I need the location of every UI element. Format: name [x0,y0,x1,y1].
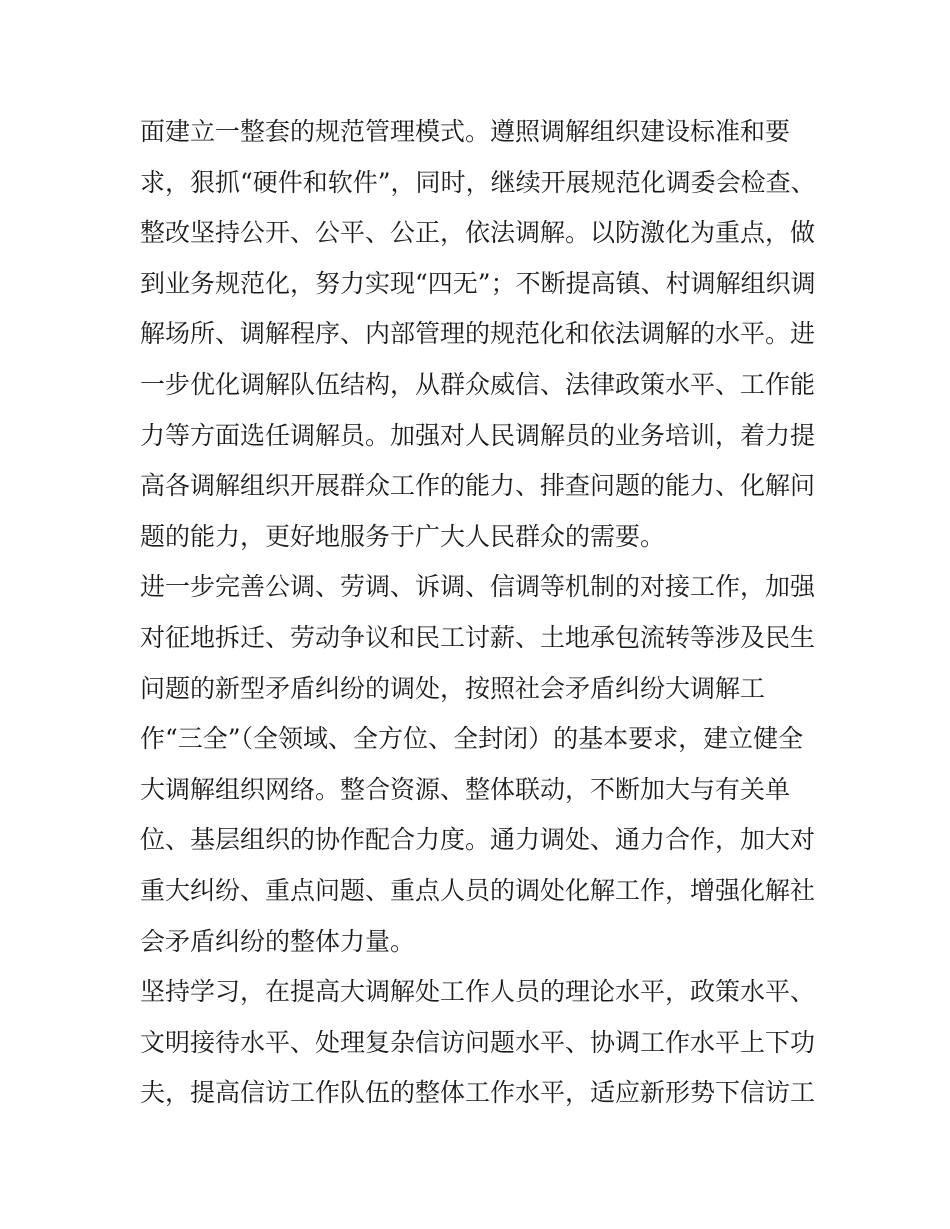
text-line: 对征地拆迁、劳动争议和民工讨薪、土地承包流转等涉及民生 [140,622,816,652]
body-text [140,107,830,1119]
text-line: 文明接待水平、处理复杂信访问题水平、协调工作水平上下功 [140,1027,816,1057]
text-line: 作“三全”（全领域、全方位、全封闭）的基本要求，建立健全 [140,724,804,754]
text-line: 面建立一整套的规范管理模式。遵照调解组织建设标准和要 [140,117,791,146]
text-line: 重大纠纷、重点问题、重点人员的调处化解工作，增强化解社 [140,875,816,905]
text-line: 夫，提高信访工作队伍的整体工作水平，适应新形势下信访工 [140,1078,816,1108]
text-line: 整改坚持公开、公平、公正，依法调解。以防激化为重点，做 [140,218,816,248]
text-line: 求，狠抓“硬件和软件”，同时，继续开展规范化调委会检查、 [140,167,816,197]
text-line: 问题的新型矛盾纠纷的调处，按照社会矛盾纠纷大调解工 [140,673,766,703]
text-line: 一步优化调解队伍结构，从群众威信、法律政策水平、工作能 [140,369,816,399]
text-line: 力等方面选任调解员。加强对人民调解员的业务培训，着力提 [140,420,816,450]
text-line: 到业务规范化，努力实现“四无”；不断提高镇、村调解组织调 [140,268,816,298]
text-line: 位、基层组织的协作配合力度。通力调处、通力合作，加大对 [140,825,816,855]
text-line: 高各调解组织开展群众工作的能力、排查问题的能力、化解问 [140,471,816,501]
text-line: 进一步完善公调、劳调、诉调、信调等机制的对接工作，加强 [140,572,816,602]
text-line: 坚持学习，在提高大调解处工作人员的理论水平，政策水平、 [140,977,816,1007]
text-line: 会矛盾纠纷的整体力量。 [140,926,416,956]
text-line: 大调解组织网络。整合资源、整体联动，不断加大与有关单 [140,774,791,804]
text-line: 解场所、调解程序、内部管理的规范化和依法调解的水平。进 [140,319,816,349]
text-line: 题的能力，更好地服务于广大人民群众的需要。 [140,521,666,551]
